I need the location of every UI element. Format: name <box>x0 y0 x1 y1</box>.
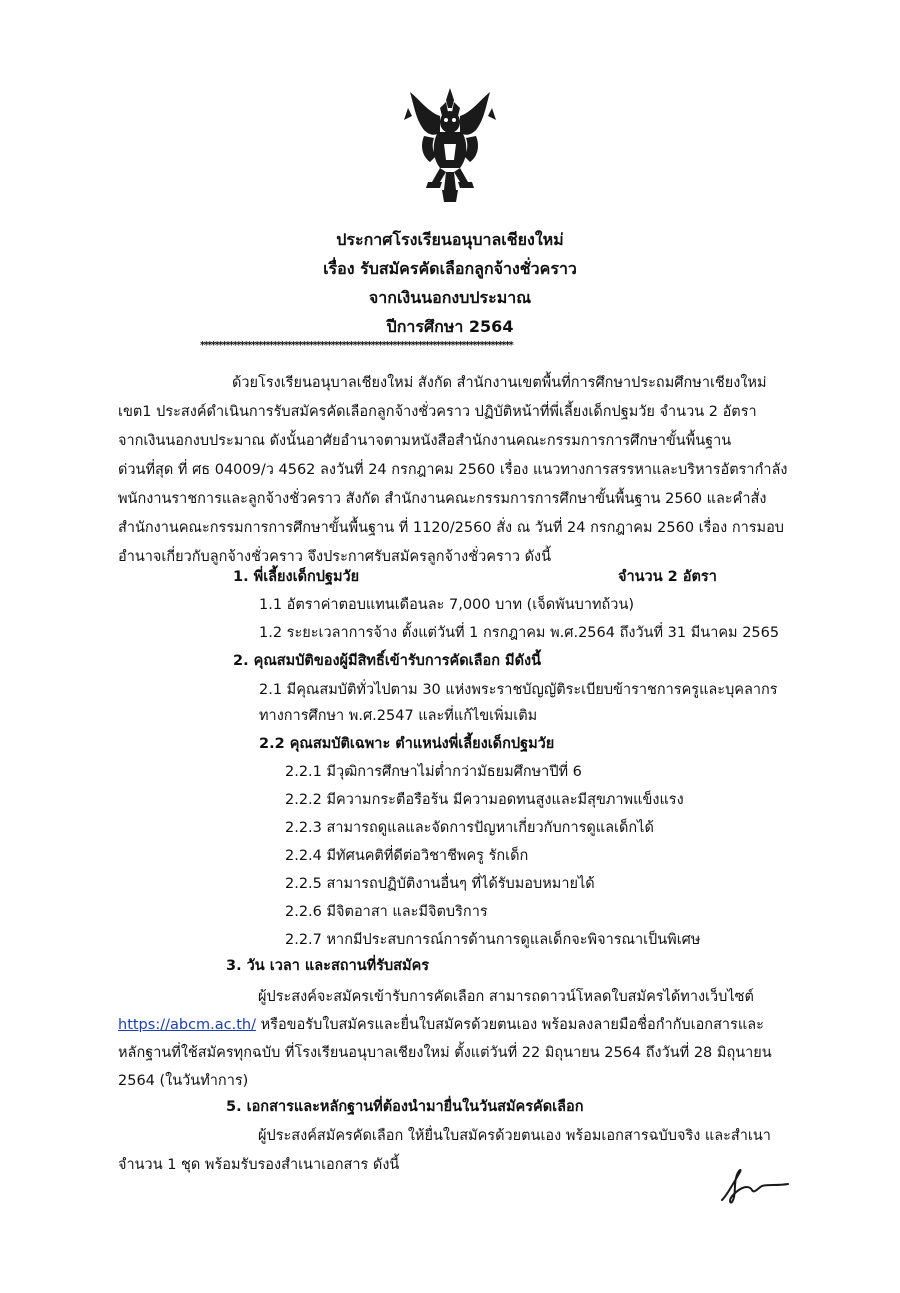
qualification-item: 2.2.1 มีวุฒิการศึกษาไม่ต่ำกว่ามัธยมศึกษาปีที่ 6 <box>285 764 582 780</box>
announcement-subject: เรื่อง รับสมัครคัดเลือกลูกจ้างชั่วคราว <box>323 259 577 278</box>
section-1-title: 1. พี่เลี้ยงเด็กปฐมวัย <box>233 569 360 585</box>
separator-line: ************************************************************************************** <box>200 340 513 351</box>
qualification-item: 2.2.6 มีจิตอาสา และมีจิตบริการ <box>285 904 488 920</box>
section-2-title: 2. คุณสมบัติของผู้มีสิทธิ์เข้ารับการคัดเลือก มีดังนี้ <box>233 653 542 669</box>
section-3-line-3: หลักฐานที่ใช้สมัครทุกฉบับ ที่โรงเรียนอนุบาลเชียงใหม่ ตั้งแต่วันที่ 22 มิถุนายน 2564 ถึงวันที่ 28 มิถุนายน <box>118 1045 772 1061</box>
website-link[interactable]: https://abcm.ac.th/ <box>118 1017 256 1033</box>
section-3-line-1: ผู้ประสงค์จะสมัครเข้ารับการคัดเลือก สามารถดาวน์โหลดใบสมัครได้ทางเว็บไซต์ <box>258 989 754 1005</box>
announcement-year: ปีการศึกษา 2564 <box>386 317 514 336</box>
intro-line-5: พนักงานราชการและลูกจ้างชั่วคราว สังกัด สำนักงานคณะกรรมการการศึกษาขั้นพื้นฐาน 2560 และคำสั่ง <box>118 491 767 507</box>
qualification-item: 2.2.4 มีทัศนคติที่ดีต่อวิชาชีพครู รักเด็ก <box>285 848 529 864</box>
section-5-line-2: จำนวน 1 ชุด พร้อมรับรองสำเนาเอกสาร ดังนี้ <box>118 1157 400 1173</box>
intro-line-4: ด่วนที่สุด ที่ ศธ 04009/ว 4562 ลงวันที่ 24 กรกฎาคม 2560 เรื่อง แนวทางการสรรหาและบริหารอัตรากำลัง <box>118 462 788 478</box>
intro-line-6: สำนักงานคณะกรรมการการศึกษาขั้นพื้นฐาน ที่ 1120/2560 สั่ง ณ วันที่ 24 กรกฎาคม 2560 เรื่อง การมอบ <box>118 520 785 536</box>
section-2-item-1-line-2: ทางการศึกษา พ.ศ.2547 และที่แก้ไขเพิ่มเติม <box>259 708 538 724</box>
section-3-line-4: 2564 (ในวันทำการ) <box>118 1073 249 1089</box>
intro-line-3: จากเงินนอกงบประมาณ ดังนั้นอาศัยอำนาจตามหนังสือสำนักงานคณะกรรมการการศึกษาขั้นพื้นฐาน <box>118 433 732 449</box>
intro-line-7: อำนาจเกี่ยวกับลูกจ้างชั่วคราว จึงประกาศรับสมัครลูกจ้างชั่วคราว ดังนี้ <box>118 549 552 565</box>
section-1-item-1: 1.1 อัตราค่าตอบแทนเดือนละ 7,000 บาท (เจ็ดพันบาทถ้วน) <box>259 597 635 613</box>
announcement-title: ประกาศโรงเรียนอนุบาลเชียงใหม่ <box>336 230 564 249</box>
qualification-item: 2.2.3 สามารถดูแลและจัดการปัญหาเกี่ยวกับการดูแลเด็กได้ <box>285 820 654 836</box>
section-5-line-1: ผู้ประสงค์สมัครคัดเลือก ให้ยื่นใบสมัครด้วยตนเอง พร้อมเอกสารฉบับจริง และสำเนา <box>258 1128 771 1144</box>
signature-icon <box>718 1164 790 1208</box>
garuda-emblem-icon <box>402 86 498 204</box>
section-3-line-2 <box>118 1015 764 1035</box>
qualification-item: 2.2.7 หากมีประสบการณ์การด้านการดูแลเด็กจะพิจารณาเป็นพิเศษ <box>285 932 701 948</box>
qualification-item: 2.2.2 มีความกระตือรือร้น มีความอดทนสูงและมีสุขภาพแข็งแรง <box>285 792 684 808</box>
intro-line-1: ด้วยโรงเรียนอนุบาลเชียงใหม่ สังกัด สำนักงานเขตพื้นที่การศึกษาประถมศึกษาเชียงใหม่ <box>232 375 767 391</box>
section-1-count: จำนวน 2 อัตรา <box>618 569 717 585</box>
section-5-title: 5. เอกสารและหลักฐานที่ต้องนำมายื่นในวันสมัครคัดเลือก <box>226 1099 584 1115</box>
section-2-item-1-line-1: 2.1 มีคุณสมบัติทั่วไปตาม 30 แห่งพระราชบัญญัติระเบียบข้าราชการครูและบุคลากร <box>259 682 778 698</box>
qualification-item: 2.2.5 สามารถปฏิบัติงานอื่นๆ ที่ได้รับมอบหมายได้ <box>285 876 595 892</box>
section-3-line-2-text: หรือขอรับใบสมัครและยื่นใบสมัครด้วยตนเอง พร้อมลงลายมือชื่อกำกับเอกสารและ <box>256 1017 764 1033</box>
section-1-item-2: 1.2 ระยะเวลาการจ้าง ตั้งแต่วันที่ 1 กรกฎาคม พ.ศ.2564 ถึงวันที่ 31 มีนาคม 2565 <box>259 625 780 641</box>
section-2-2-title: 2.2 คุณสมบัติเฉพาะ ตำแหน่งพี่เลี้ยงเด็กปฐมวัย <box>259 736 555 752</box>
announcement-funding: จากเงินนอกงบประมาณ <box>368 288 532 307</box>
section-3-title: 3. วัน เวลา และสถานที่รับสมัคร <box>226 958 430 974</box>
intro-line-2: เขต1 ประสงค์ดำเนินการรับสมัครคัดเลือกลูกจ้างชั่วคราว ปฏิบัติหน้าที่พี่เลี้ยงเด็กปฐมวัย จำนวน 2 อัตรา <box>118 404 757 420</box>
